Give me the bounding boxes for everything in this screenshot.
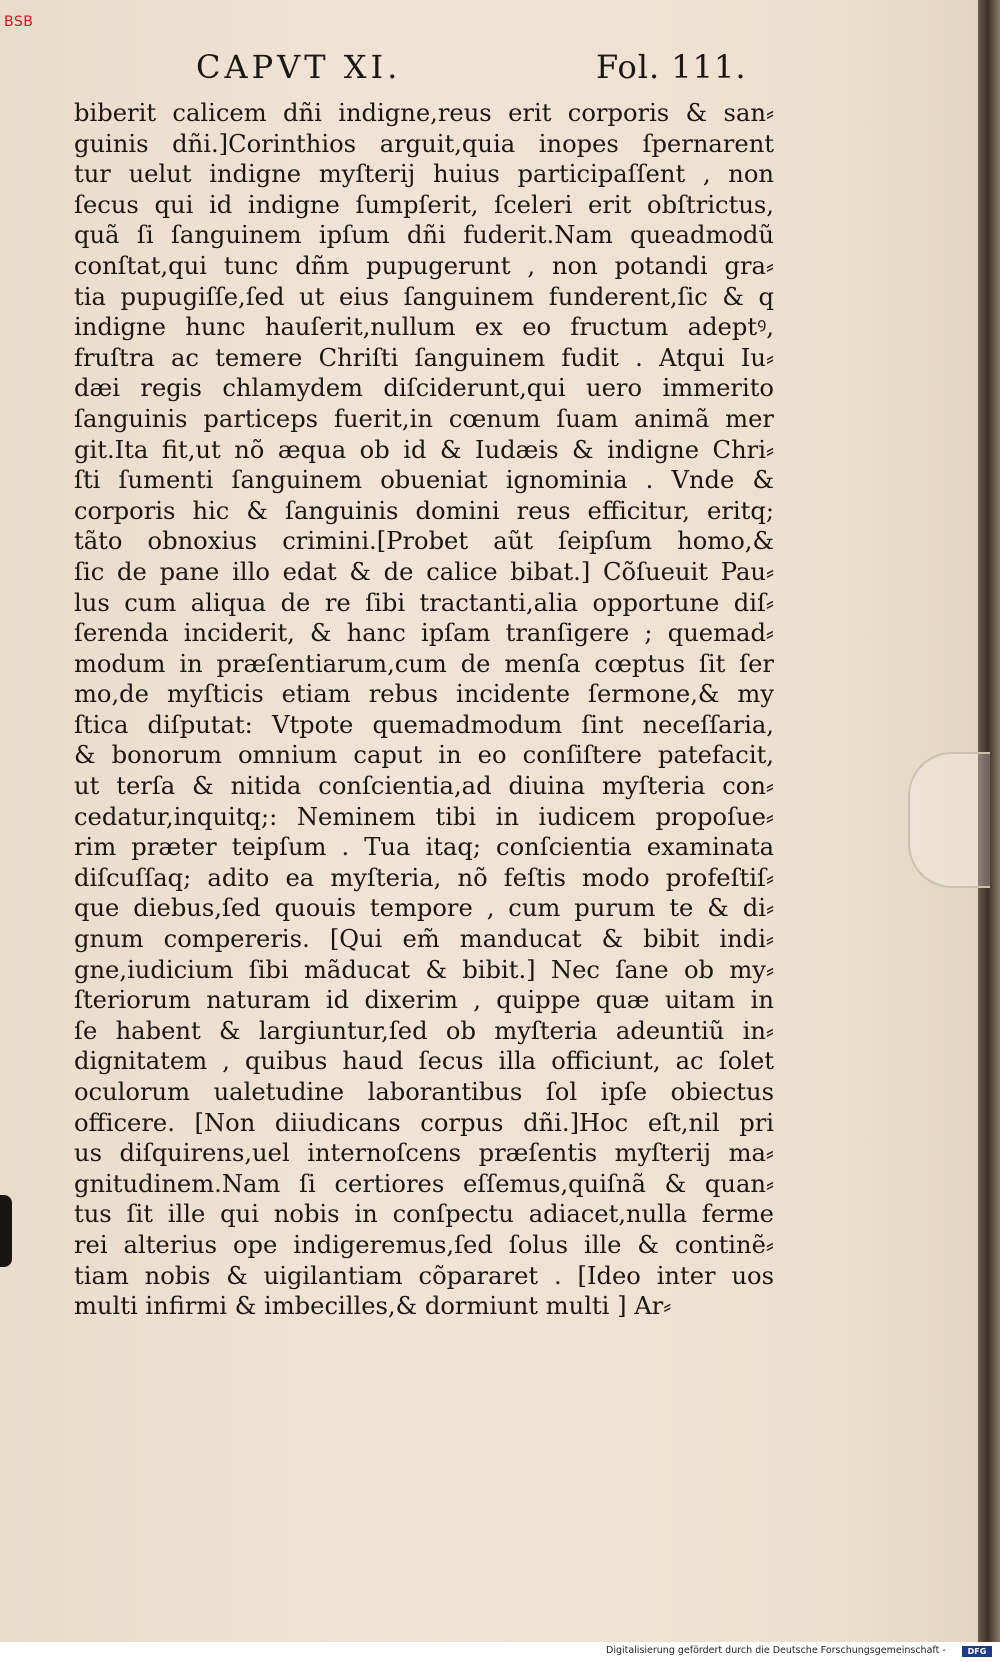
digitization-credit: Digitalisierung gefördert durch die Deutsche Forschungsgemeinschaft - — [606, 1645, 946, 1656]
dfg-logo: DFG — [962, 1646, 992, 1657]
text-line: tiam nobis & uigilantiam cõpararet . [Ideo inter uos — [74, 1261, 774, 1290]
folio-number: Fol. 111. — [596, 48, 747, 86]
text-line: biberit calicem dñi indigne,reus erit corporis & san⸗ — [74, 99, 774, 127]
text-line: officere. [Non diiudicans corpus dñi.]Hoc eſt,nil pri — [74, 1108, 774, 1137]
text-line: diſcuſſaq; adito ea myſteria, nõ feſtis modo profeſtiſ⸗ — [74, 863, 774, 892]
text-line: gnitudinem.Nam ſi certiores eſſemus,quiſnã & quan⸗ — [74, 1169, 774, 1198]
text-line: dignitatem , quibus haud ſecus illa officiunt, ac ſolet — [74, 1047, 774, 1076]
text-line: conſtat,qui tunc dñm pupugerunt , non potandi gra⸗ — [74, 251, 774, 280]
text-line: ſerenda inciderit, & hanc ipſam tranſigere ; quemad⸗ — [74, 619, 774, 648]
text-line: oculorum ualetudine laborantibus ſol ipſe obiectus — [74, 1078, 774, 1106]
text-line: rim præter teipſum . Tua itaq; conſcientia examinata — [74, 833, 774, 862]
text-line: indigne hunc hauſerit,nullum ex eo fructum adeptꝰ, — [74, 313, 774, 342]
text-line: fruſtra ac temere Chriſti ſanguinem fudit . Atqui Iu⸗ — [74, 343, 774, 372]
text-line: ſtica diſputat: Vtpote quemadmodum ſint neceſſaria, — [74, 710, 774, 739]
text-line: cedatur,inquitq;: Neminem tibi in iudicem propoſue⸗ — [74, 802, 774, 831]
text-line: rei alterius ope indigeremus,ſed ſolus ille & continẽ⸗ — [74, 1230, 774, 1259]
text-line: gnum compereris. [Qui em̃ manducat & bibit indi⸗ — [74, 925, 774, 954]
text-line: ſteriorum naturam id dixerim , quippe quæ uitam in — [74, 986, 774, 1015]
text-line: modum in præſentiarum,cum de menſa cœptus ſit ſer — [74, 649, 774, 678]
text-line: dæi regis chlamydem diſciderunt,qui uero immerito — [74, 374, 774, 403]
binding-mark — [0, 1195, 12, 1267]
text-line: tia pupugiſſe,ſed ut eius ſanguinem funderent,ſic & q — [74, 282, 774, 311]
body-text — [74, 98, 774, 1322]
library-watermark: BSB — [4, 14, 34, 30]
running-header — [196, 48, 756, 94]
text-line: ſanguinis particeps fuerit,in cœnum ſuam animã mer — [74, 404, 774, 433]
text-line: multi infirmi & imbecilles,& dormiunt multi ] Ar⸗ — [74, 1292, 672, 1321]
chapter-heading: CAPVT XI. — [196, 48, 402, 86]
text-line: mo,de myſticis etiam rebus incidente ſermone,& my — [74, 680, 774, 709]
text-line: ſti ſumenti ſanguinem obueniat ignominia . Vnde & — [74, 466, 774, 495]
text-line: ſic de pane illo edat & de calice bibat.] Cõſueuit Pau⸗ — [74, 557, 774, 586]
text-line: git.Ita fit,ut nõ æqua ob id & Iudæis & indigne Chri⸗ — [74, 435, 774, 464]
text-line: & bonorum omnium caput in eo conſiſtere patefacit, — [74, 741, 774, 770]
text-line: gne,iudicium ſibi mãducat & bibit.] Nec ſane ob my⸗ — [74, 955, 774, 984]
text-line: ſecus qui id indigne ſumpſerit, ſceleri erit obſtrictus, — [74, 190, 774, 219]
text-line: tur uelut indigne myſterij huius participaſſent , non — [74, 160, 774, 189]
text-line: que diebus,ſed quouis tempore , cum purum te & di⸗ — [74, 894, 774, 923]
text-line: ſe habent & largiuntur,ſed ob myſteria adeuntiũ in⸗ — [74, 1016, 774, 1045]
text-line: us diſquirens,uel internoſcens præſentis myſterij ma⸗ — [74, 1139, 774, 1168]
text-line: quã ſi ſanguinem ipſum dñi fuderit.Nam queadmodũ — [74, 221, 774, 250]
text-line: corporis hic & ſanguinis domini reus efficitur, eritq; — [74, 496, 774, 525]
page-clip — [908, 752, 990, 888]
text-line: tãto obnoxius crimini.[Probet aũt ſeipſum homo,& — [74, 527, 774, 556]
text-line: lus cum aliqua de re ſibi tractanti,alia opportune diſ⸗ — [74, 588, 774, 617]
text-line: tus ſit ille qui nobis in conſpectu adiacet,nulla ferme — [74, 1200, 774, 1229]
text-line: guinis dñi.]Corinthios arguit,quia inopes ſpernarent — [74, 129, 774, 158]
text-line: ut terſa & nitida conſcientia,ad diuina myſteria con⸗ — [74, 772, 774, 801]
